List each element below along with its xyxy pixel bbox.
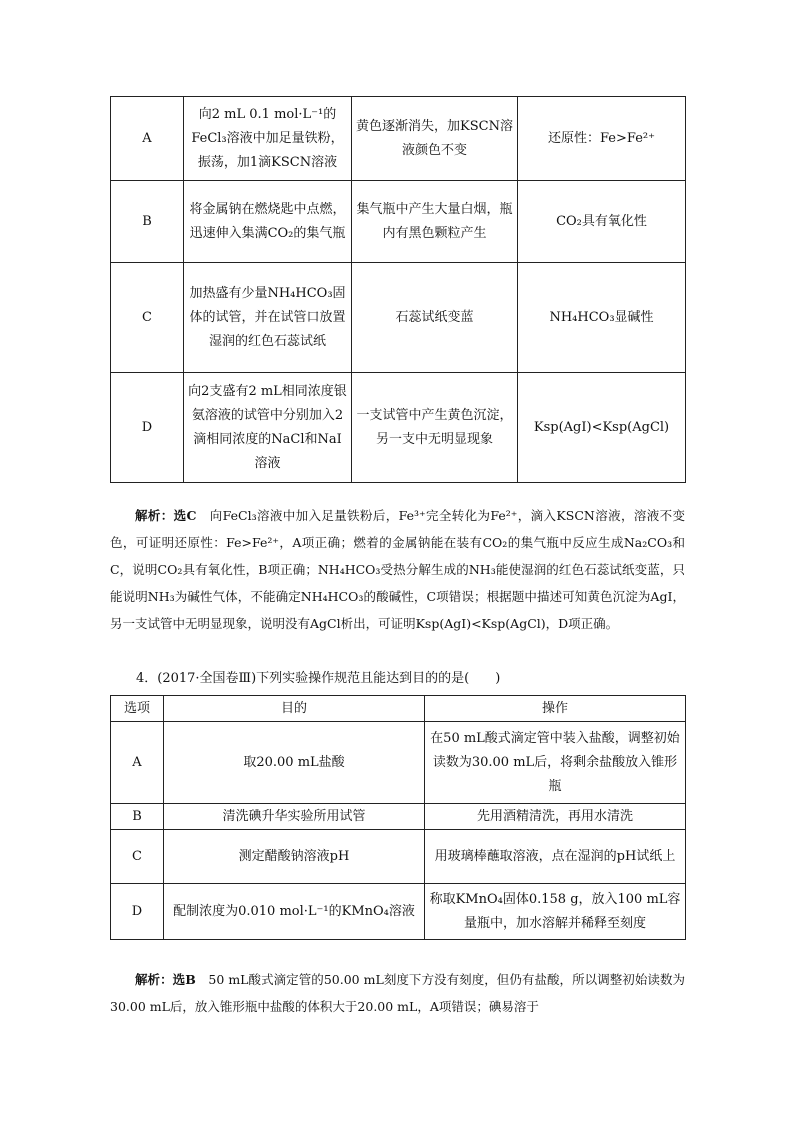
option-label: A bbox=[111, 722, 164, 804]
conclusion-cell: NH₄HCO₃显碱性 bbox=[518, 263, 686, 373]
option-label: A bbox=[111, 97, 184, 181]
option-label: D bbox=[111, 884, 164, 940]
header-operation: 操作 bbox=[425, 696, 686, 722]
purpose-cell: 取20.00 mL盐酸 bbox=[164, 722, 425, 804]
table-row bbox=[111, 722, 686, 804]
operation-table bbox=[110, 695, 686, 940]
phenomenon-cell: 一支试管中产生黄色沉淀，另一支中无明显现象 bbox=[352, 373, 518, 483]
analysis-paragraph-1 bbox=[110, 502, 685, 637]
conclusion-cell: Ksp(AgI)<Ksp(AgCl) bbox=[518, 373, 686, 483]
analysis-lead: 解析：选B bbox=[135, 972, 196, 987]
analysis-text: 50 mL酸式滴定管的50.00 mL刻度下方没有刻度，但仍有盐酸，所以调整初始读数为30.00 mL后，放入锥形瓶中盐酸的体积大于20.00 mL，A项错误；碘易溶于 bbox=[110, 972, 685, 1014]
operation-cell: 先用酒精清洗，再用水清洗 bbox=[425, 804, 686, 830]
operation-cell: 在50 mL酸式滴定管中装入盐酸，调整初始读数为30.00 mL后，将剩余盐酸放入锥形瓶 bbox=[425, 722, 686, 804]
table-row bbox=[111, 804, 686, 830]
analysis-text: 向FeCl₃溶液中加入足量铁粉后，Fe³⁺完全转化为Fe²⁺，滴入KSCN溶液，溶液不变色，可证明还原性：Fe>Fe²⁺，A项正确；燃着的金属钠能在装有CO₂的集气瓶中反应生成Na₂CO₃和C，说明CO₂具有氧化性，B项正确；NH₄HCO₃受热分解生成的NH₃能使湿润的红色石蕊试纸变蓝，只能说明NH₃为碱性气体，不能确定NH₄HCO₃的酸碱性，C项错误；根据题中描述可知黄色沉淀为AgI，另一支试管中无明显现象，说明没有AgCl析出，可证明Ksp(AgI)<Ksp(AgCl)，D项正确。 bbox=[110, 508, 685, 631]
table-row bbox=[111, 884, 686, 940]
operation-cell: 称取KMnO₄固体0.158 g，放入100 mL容量瓶中，加水溶解并稀释至刻度 bbox=[425, 884, 686, 940]
conclusion-cell: CO₂具有氧化性 bbox=[518, 181, 686, 263]
option-label: B bbox=[111, 181, 184, 263]
phenomenon-cell: 石蕊试纸变蓝 bbox=[352, 263, 518, 373]
analysis-paragraph-2 bbox=[110, 966, 685, 1020]
option-label: D bbox=[111, 373, 184, 483]
experiment-table bbox=[110, 96, 686, 483]
operation-cell: 加热盛有少量NH₄HCO₃固体的试管，并在试管口放置湿润的红色石蕊试纸 bbox=[184, 263, 352, 373]
table-row bbox=[111, 830, 686, 884]
purpose-cell: 测定醋酸钠溶液pH bbox=[164, 830, 425, 884]
table-row bbox=[111, 181, 686, 263]
table-row bbox=[111, 263, 686, 373]
header-purpose: 目的 bbox=[164, 696, 425, 722]
purpose-cell: 清洗碘升华实验所用试管 bbox=[164, 804, 425, 830]
table-header-row bbox=[111, 696, 686, 722]
operation-cell: 向2 mL 0.1 mol·L⁻¹的FeCl₃溶液中加足量铁粉，振荡，加1滴KSCN溶液 bbox=[184, 97, 352, 181]
phenomenon-cell: 黄色逐渐消失，加KSCN溶液颜色不变 bbox=[352, 97, 518, 181]
option-label: B bbox=[111, 804, 164, 830]
analysis-lead: 解析：选C bbox=[135, 508, 197, 523]
question-4-stem: 4．(2017·全国卷Ⅲ)下列实验操作规范且能达到目的的是( ) bbox=[136, 671, 501, 686]
operation-cell: 向2支盛有2 mL相同浓度银氨溶液的试管中分别加入2滴相同浓度的NaCl和NaI溶液 bbox=[184, 373, 352, 483]
option-label: C bbox=[111, 263, 184, 373]
table-row bbox=[111, 373, 686, 483]
option-label: C bbox=[111, 830, 164, 884]
operation-cell: 将金属钠在燃烧匙中点燃，迅速伸入集满CO₂的集气瓶 bbox=[184, 181, 352, 263]
purpose-cell: 配制浓度为0.010 mol·L⁻¹的KMnO₄溶液 bbox=[164, 884, 425, 940]
operation-cell: 用玻璃棒蘸取溶液，点在湿润的pH试纸上 bbox=[425, 830, 686, 884]
phenomenon-cell: 集气瓶中产生大量白烟，瓶内有黑色颗粒产生 bbox=[352, 181, 518, 263]
conclusion-cell: 还原性：Fe>Fe²⁺ bbox=[518, 97, 686, 181]
table-row bbox=[111, 97, 686, 181]
header-option: 选项 bbox=[111, 696, 164, 722]
